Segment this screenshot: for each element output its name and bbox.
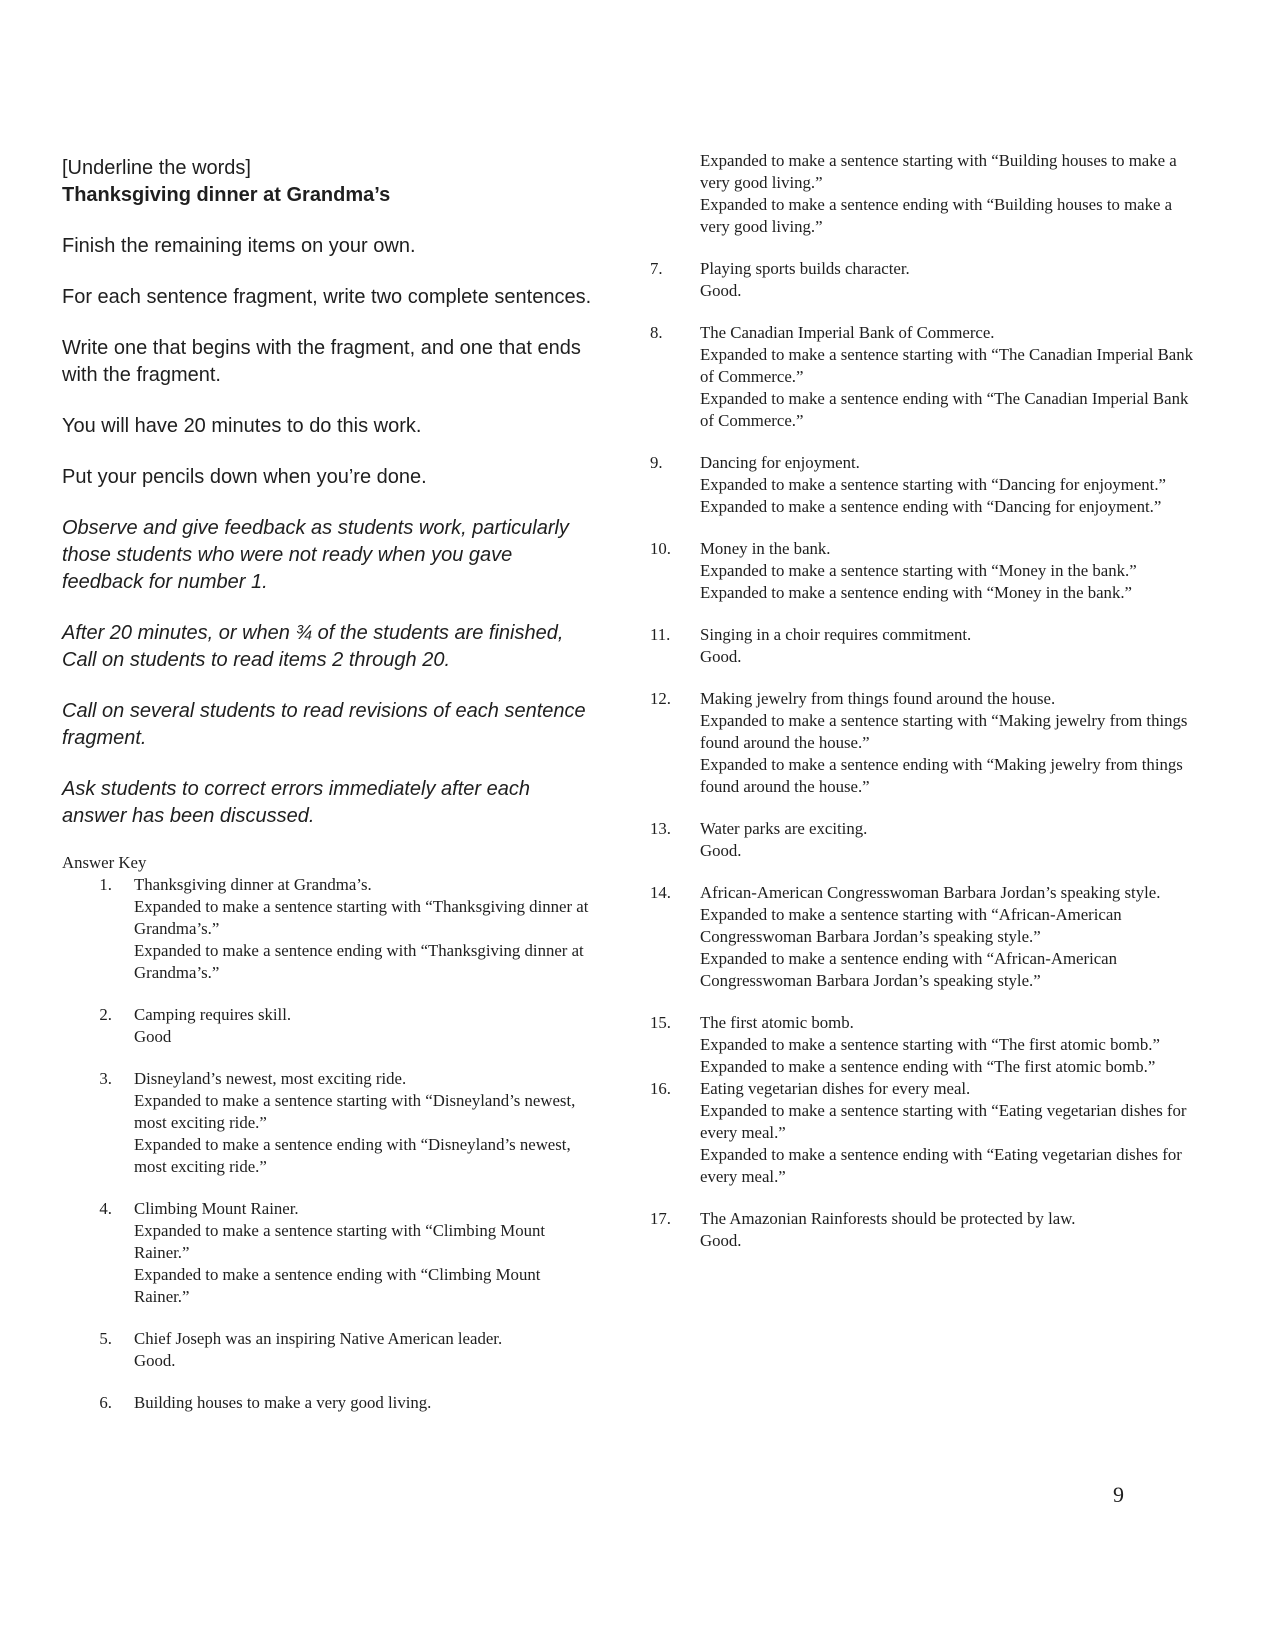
item-number: 14. [650, 883, 671, 902]
item-expanded-end: Expanded to make a sentence ending with “Building houses to make a very good living.” [700, 195, 1173, 236]
item-verdict: Good. [700, 841, 742, 860]
instruction-5: Put your pencils down when you’re done. [62, 466, 427, 488]
item-expanded-start: Expanded to make a sentence starting with “Eating vegetarian dishes for every meal.” [700, 1101, 1187, 1142]
answer-item-9 [650, 452, 1205, 518]
item-expanded-start: Expanded to make a sentence starting with “Building houses to make a very good living.” [700, 151, 1177, 192]
item-expanded-start: Expanded to make a sentence starting with “Climbing Mount Rainer.” [134, 1221, 546, 1262]
answer-item-6-continued [700, 150, 1205, 238]
item-expanded-start: Expanded to make a sentence starting with “Making jewelry from things found around the house.” [700, 711, 1188, 752]
item-expanded-end: Expanded to make a sentence ending with “Making jewelry from things found around the house.” [700, 755, 1183, 796]
item-fragment: The first atomic bomb. [700, 1013, 854, 1032]
item-fragment: The Amazonian Rainforests should be protected by law. [700, 1209, 1076, 1228]
teacher-note-3: Call on several students to read revisions of each sentence fragment. [62, 700, 586, 749]
teacher-note-1: Observe and give feedback as students work, particularly those students who were not ready when you gave feedback for number 1. [62, 517, 569, 593]
item-expanded-start: Expanded to make a sentence starting with “Money in the bank.” [700, 561, 1137, 580]
answer-item-1 [62, 874, 597, 984]
underline-note: [Underline the words] [62, 157, 251, 179]
item-expanded-end: Expanded to make a sentence ending with “Dancing for enjoyment.” [700, 497, 1162, 516]
answer-item-13 [650, 818, 1205, 862]
item-verdict: Good. [134, 1351, 176, 1370]
item-expanded-end: Expanded to make a sentence ending with “Eating vegetarian dishes for every meal.” [700, 1145, 1182, 1186]
item-verdict: Good [134, 1027, 172, 1046]
item-expanded-end: Expanded to make a sentence ending with “Disneyland’s newest, most exciting ride.” [134, 1135, 571, 1176]
item-fragment: Camping requires skill. [134, 1005, 292, 1024]
teacher-note-4: Ask students to correct errors immediately after each answer has been discussed. [62, 778, 530, 827]
item-number: 9. [650, 453, 663, 472]
right-column [650, 150, 1205, 1272]
item-fragment: Singing in a choir requires commitment. [700, 625, 972, 644]
lesson-title: Thanksgiving dinner at Grandma’s [62, 184, 391, 206]
item-number: 5. [99, 1329, 112, 1348]
answer-item-15 [650, 1012, 1205, 1078]
answer-item-8 [650, 322, 1205, 432]
instruction-2: For each sentence fragment, write two complete sentences. [62, 286, 592, 308]
item-expanded-end: Expanded to make a sentence ending with “Climbing Mount Rainer.” [134, 1265, 541, 1306]
instruction-3: Write one that begins with the fragment, and one that ends with the fragment. [62, 337, 581, 386]
item-fragment: Money in the bank. [700, 539, 831, 558]
item-number: 10. [650, 539, 671, 558]
answer-item-5 [62, 1328, 597, 1372]
item-expanded-end: Expanded to make a sentence ending with “Thanksgiving dinner at Grandma’s.” [134, 941, 584, 982]
item-number: 2. [99, 1005, 112, 1024]
item-expanded-start: Expanded to make a sentence starting with “African-American Congresswoman Barbara Jordan’s speaking style.” [700, 905, 1122, 946]
item-number: 7. [650, 259, 663, 278]
item-expanded-end: Expanded to make a sentence ending with “Money in the bank.” [700, 583, 1132, 602]
item-expanded-start: Expanded to make a sentence starting with “The Canadian Imperial Bank of Commerce.” [700, 345, 1194, 386]
item-fragment: Making jewelry from things found around the house. [700, 689, 1056, 708]
item-number: 17. [650, 1209, 671, 1228]
page-number: 9 [1113, 1482, 1124, 1507]
left-column [62, 155, 597, 1434]
answer-item-3 [62, 1068, 597, 1178]
item-fragment: Eating vegetarian dishes for every meal. [700, 1079, 971, 1098]
item-fragment: The Canadian Imperial Bank of Commerce. [700, 323, 995, 342]
item-expanded-start: Expanded to make a sentence starting with “Dancing for enjoyment.” [700, 475, 1166, 494]
item-fragment: Playing sports builds character. [700, 259, 910, 278]
answer-item-17 [650, 1208, 1205, 1252]
item-verdict: Good. [700, 647, 742, 666]
item-fragment: Chief Joseph was an inspiring Native American leader. [134, 1329, 503, 1348]
answer-key-title: Answer Key [62, 853, 147, 872]
item-number: 16. [650, 1079, 671, 1098]
item-number: 11. [650, 625, 671, 644]
item-number: 12. [650, 689, 671, 708]
item-fragment: Climbing Mount Rainer. [134, 1199, 299, 1218]
item-fragment: Water parks are exciting. [700, 819, 868, 838]
item-number: 8. [650, 323, 663, 342]
answer-item-10 [650, 538, 1205, 604]
item-number: 4. [99, 1199, 112, 1218]
answer-item-12 [650, 688, 1205, 798]
instruction-4: You will have 20 minutes to do this work. [62, 415, 422, 437]
item-fragment: Thanksgiving dinner at Grandma’s. [134, 875, 372, 894]
answer-item-4 [62, 1198, 597, 1308]
item-number: 15. [650, 1013, 671, 1032]
answer-item-6 [62, 1392, 597, 1414]
item-number: 1. [99, 875, 112, 894]
answer-item-7 [650, 258, 1205, 302]
item-expanded-end: Expanded to make a sentence ending with “The Canadian Imperial Bank of Commerce.” [700, 389, 1189, 430]
item-verdict: Good. [700, 281, 742, 300]
item-number: 6. [99, 1393, 112, 1412]
answer-item-16 [650, 1078, 1205, 1188]
item-number: 3. [99, 1069, 112, 1088]
item-fragment: African-American Congresswoman Barbara Jordan’s speaking style. [700, 883, 1161, 902]
item-number: 13. [650, 819, 671, 838]
answer-item-2 [62, 1004, 597, 1048]
item-fragment: Dancing for enjoyment. [700, 453, 860, 472]
item-expanded-start: Expanded to make a sentence starting with “Thanksgiving dinner at Grandma’s.” [134, 897, 589, 938]
item-expanded-end: Expanded to make a sentence ending with “African-American Congresswoman Barbara Jordan’s speaking style.” [700, 949, 1118, 990]
item-expanded-start: Expanded to make a sentence starting with “Disneyland’s newest, most exciting ride.” [134, 1091, 576, 1132]
instruction-1: Finish the remaining items on your own. [62, 235, 416, 257]
answer-key [62, 852, 597, 1414]
item-expanded-start: Expanded to make a sentence starting with “The first atomic bomb.” [700, 1035, 1160, 1054]
item-fragment: Disneyland’s newest, most exciting ride. [134, 1069, 407, 1088]
item-verdict: Good. [700, 1231, 742, 1250]
answer-item-14 [650, 882, 1205, 992]
item-fragment: Building houses to make a very good living. [134, 1393, 432, 1412]
item-expanded-end: Expanded to make a sentence ending with “The first atomic bomb.” [700, 1057, 1156, 1076]
teacher-note-2: After 20 minutes, or when ¾ of the students are finished, Call on students to read items 2 through 20. [62, 622, 564, 671]
answer-item-11 [650, 624, 1205, 668]
